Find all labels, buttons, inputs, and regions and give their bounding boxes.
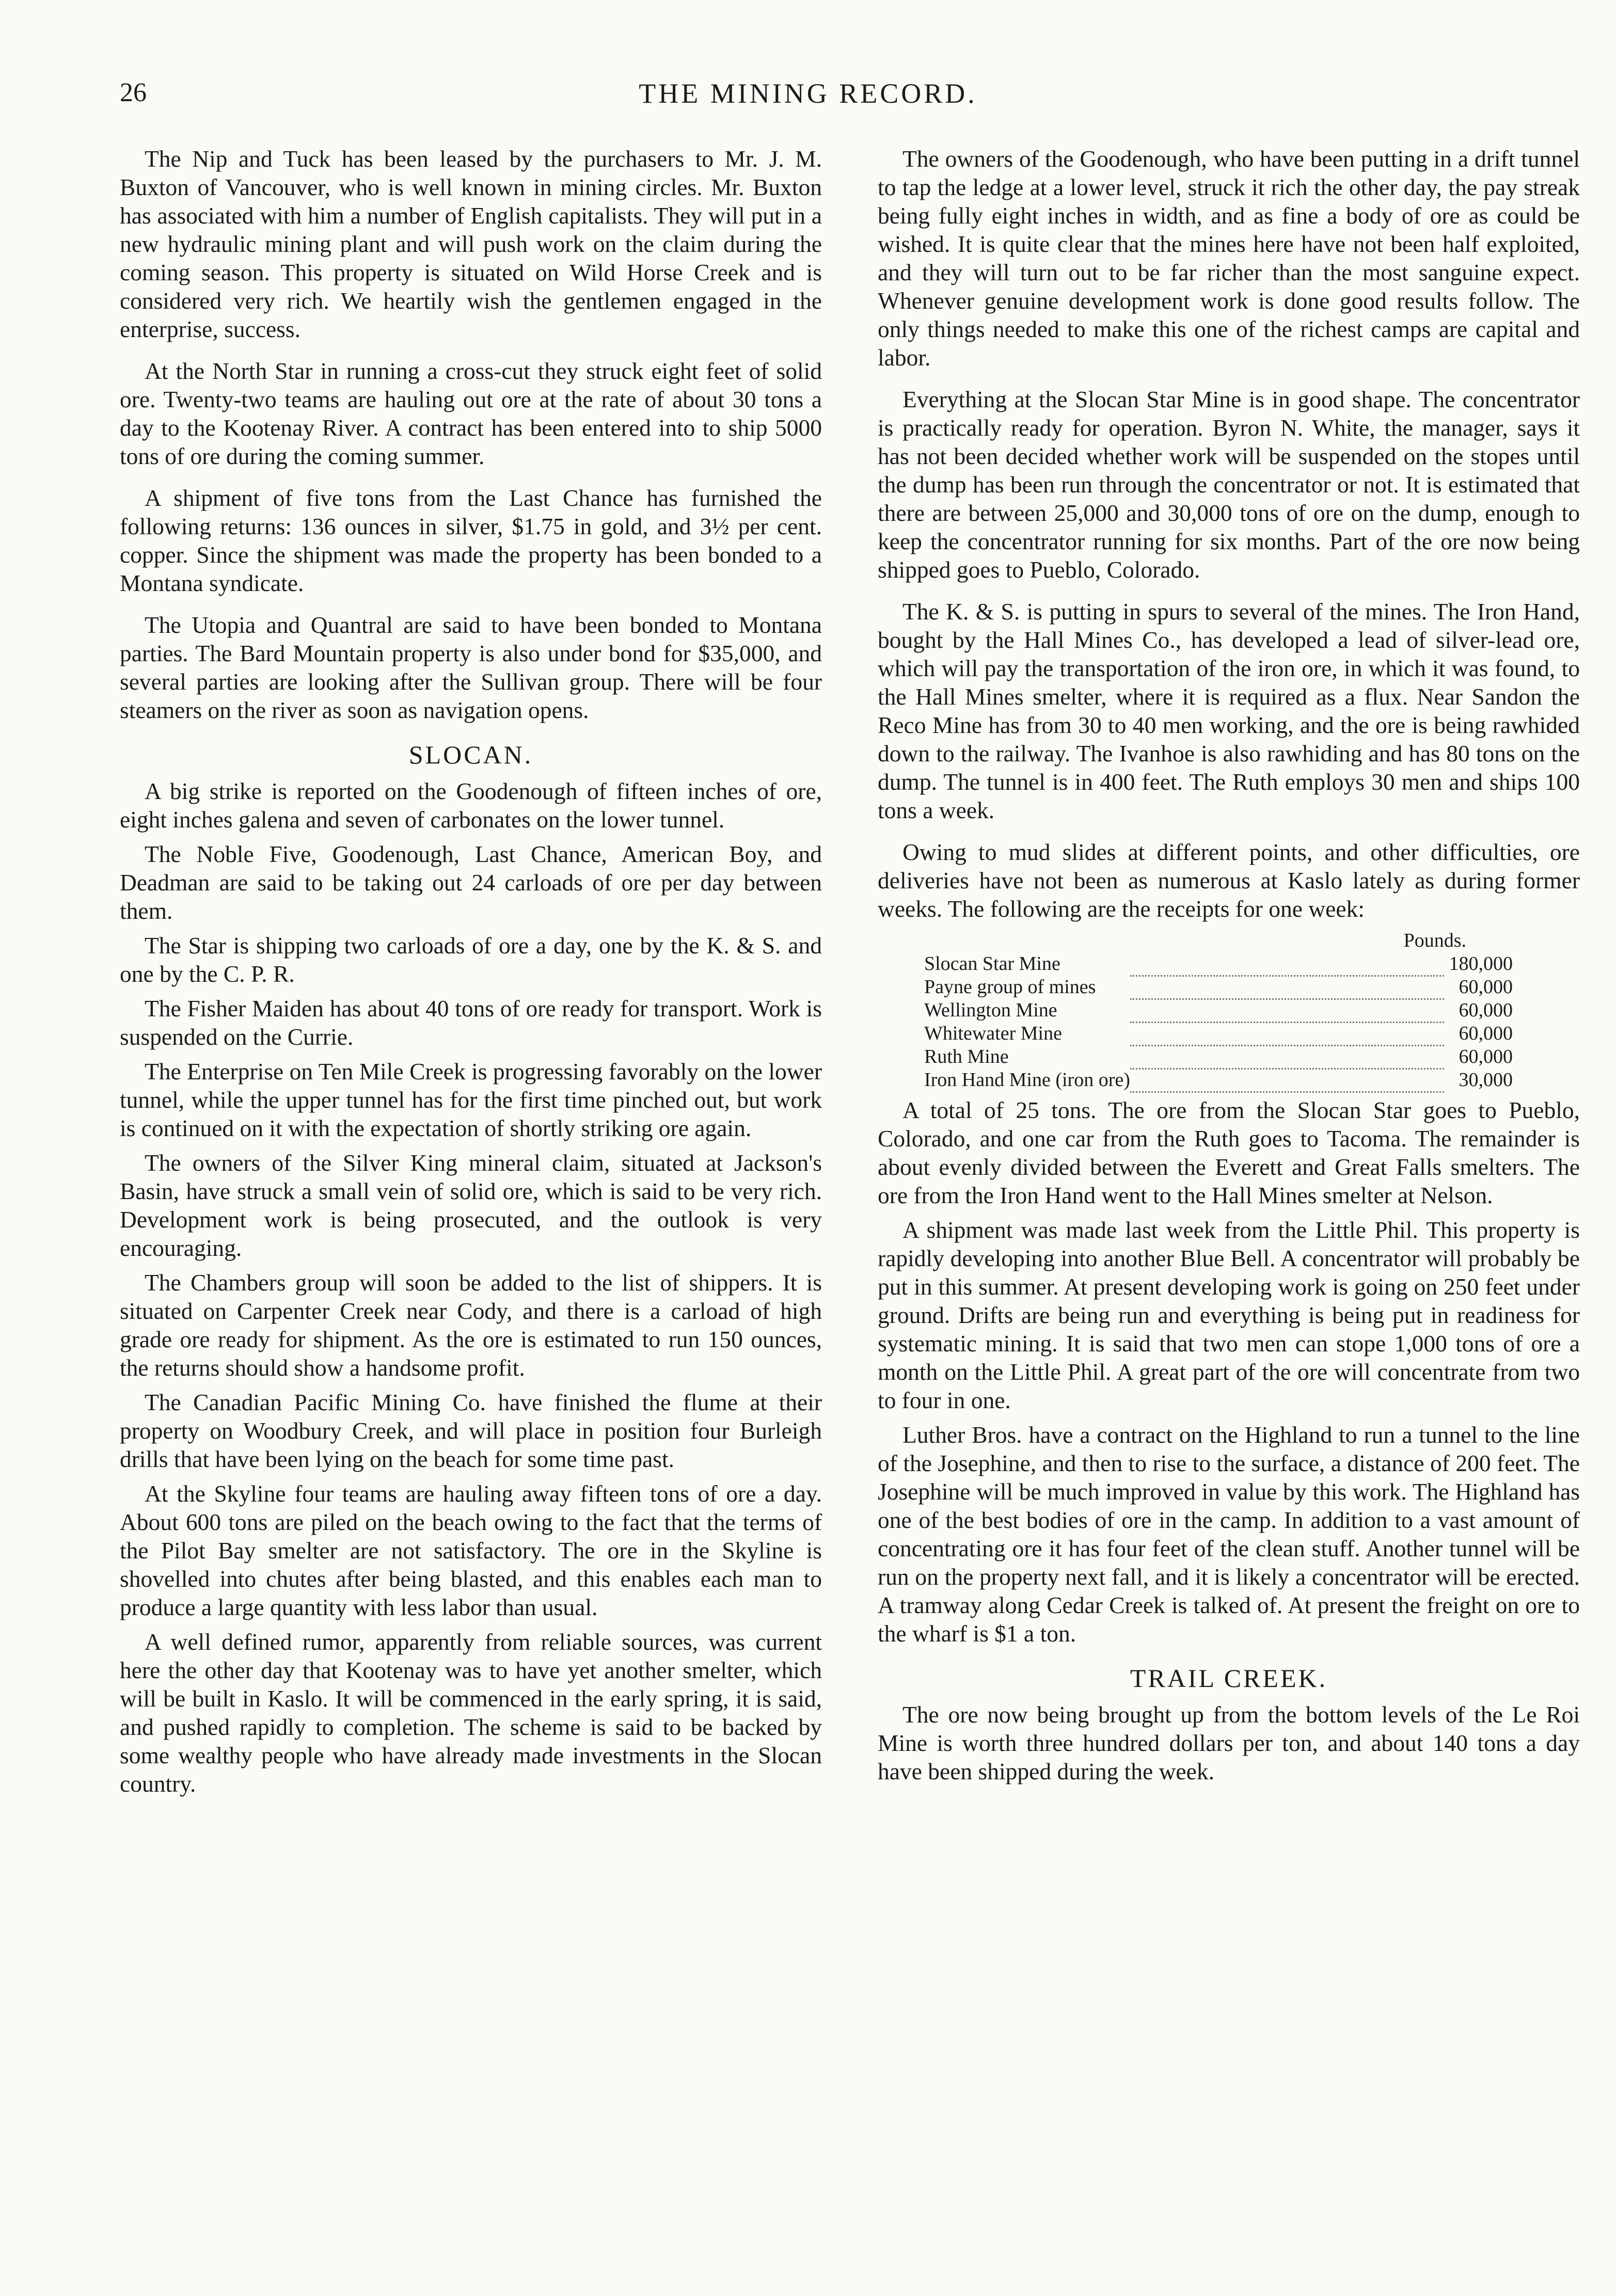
table-row: [924, 1069, 1513, 1092]
pounds-value: 60,000: [1459, 1046, 1513, 1067]
mine-name: Wellington Mine: [924, 999, 1057, 1021]
leader-dots: [1130, 1069, 1444, 1092]
page-number: 26: [120, 78, 147, 107]
left-column: [120, 145, 822, 1804]
article-paragraph: The Star is shipping two carloads of ore a day, one by the K. & S. and one by the C. P. R.: [120, 932, 822, 987]
pounds-value: 30,000: [1459, 1069, 1513, 1091]
article-paragraph: Owing to mud slides at different points, and other difficulties, ore deliveries have not been as numerous at Kaslo lately as during former weeks. The following are the receipts for one week:: [878, 839, 1580, 922]
mine-name: Whitewater Mine: [924, 1023, 1062, 1044]
article-paragraph: Luther Bros. have a contract on the Highland to run a tunnel to the line of the Josephine, and then to rise to the surface, a distance of 200 feet. The Josephine will be much improved in value by this work. The Highland has one of the best bodies of ore in the camp. In addition to a vast amount of concentrating ore it has four feet of the clean stuff. Another tunnel will be run on the property next fall, and it is likely a concentrator will be erected. A tramway along Cedar Creek is talked of. At present the freight on ore to the wharf is $1 a ton.: [878, 1421, 1580, 1647]
article-paragraph: The Enterprise on Ten Mile Creek is progressing favorably on the lower tunnel, while the upper tunnel has for the first time pinched out, but work is continued on it with the expectation of shortly striking ore again.: [120, 1058, 822, 1141]
article-paragraph: The Chambers group will soon be added to the list of shippers. It is situated on Carpenter Creek near Cody, and there is a carload of high grade ore ready for shipment. As the ore is estimated to run 150 ounces, the returns should show a handsome profit.: [120, 1269, 822, 1381]
table-header-row: [924, 929, 1513, 952]
pounds-value: 60,000: [1459, 1023, 1513, 1044]
right-column: [878, 145, 1580, 1792]
article-paragraph: A total of 25 tons. The ore from the Slocan Star goes to Pueblo, Colorado, and one car from the Ruth goes to Tacoma. The remainder is about evenly divided between the Everett and Great Falls smelters. The ore from the Iron Hand went to the Hall Mines smelter at Nelson.: [878, 1096, 1580, 1208]
article-paragraph: A big strike is reported on the Goodenough of fifteen inches of ore, eight inches galena and seven of carbonates on the lower tunnel.: [120, 778, 822, 833]
leader-dots: [1130, 1022, 1444, 1045]
article-paragraph: Everything at the Slocan Star Mine is in good shape. The concentrator is practically ready for operation. Byron N. White, the manager, says it has not been decided whether work will be suspended on the stopes until the dump has been run through the concentrator or not. It is estimated that there are between 25,000 and 30,000 tons of ore on the dump, enough to keep the concentrator running for six months. Part of the ore now being shipped goes to Pueblo, Colorado.: [878, 386, 1580, 583]
section-heading-trail-creek: TRAIL CREEK.: [1130, 1663, 1328, 1693]
article-paragraph: The ore now being brought up from the bottom levels of the Le Roi Mine is worth three hundred dollars per ton, and about 140 tons a day have been shipped during the week.: [878, 1701, 1580, 1784]
leader-dots: [1130, 999, 1444, 1022]
mine-name: Payne group of mines: [924, 976, 1096, 998]
article-paragraph: The owners of the Goodenough, who have been putting in a drift tunnel to tap the ledge at a lower level, struck it rich the other day, the pay streak being fully eight inches in width, and as fine a body of ore as could be wished. It is quite clear that the mines here have not been half exploited, and they will turn out to be far richer than the most sanguine expect. Whenever genuine development work is done good results follow. The only things needed to make this one of the richest camps are capital and labor.: [878, 146, 1580, 371]
table-row: [924, 1045, 1513, 1069]
ore-receipts-table: [924, 929, 1513, 1093]
mine-name: Ruth Mine: [924, 1046, 1009, 1067]
mine-name: Slocan Star Mine: [924, 953, 1060, 975]
pounds-value: 60,000: [1459, 976, 1513, 998]
table-row: [924, 999, 1513, 1022]
article-paragraph: The owners of the Silver King mineral claim, situated at Jackson's Basin, have struck a small vein of solid ore, which is said to be very rich. Development work is being prosecuted, and the outlook is very encouraging.: [120, 1150, 822, 1261]
leader-dots: [1130, 976, 1444, 999]
article-paragraph: The Utopia and Quantral are said to have been bonded to Montana parties. The Bard Mountain property is also under bond for $35,000, and several parties are looking after the Sullivan group. There will be four steamers on the river as soon as navigation opens.: [120, 612, 822, 723]
leader-dots: [1130, 952, 1444, 976]
table-row: [924, 976, 1513, 999]
pounds-value: 180,000: [1449, 953, 1513, 975]
pounds-value: 60,000: [1459, 999, 1513, 1021]
article-paragraph: At the North Star in running a cross-cut they struck eight feet of solid ore. Twenty-two teams are hauling out ore at the rate of about 30 tons a day to the Kootenay River. A contract has been entered into to ship 5000 tons of ore during the coming summer.: [120, 358, 822, 469]
table-row: [924, 1022, 1513, 1045]
article-paragraph: The Canadian Pacific Mining Co. have finished the flume at their property on Woodbury Creek, and will place in position four Burleigh drills that have been lying on the beach for some time past.: [120, 1389, 822, 1472]
article-paragraph: The Fisher Maiden has about 40 tons of ore ready for transport. Work is suspended on the Currie.: [120, 995, 822, 1050]
running-title: THE MINING RECORD.: [639, 78, 977, 109]
table-row: [924, 952, 1513, 976]
article-paragraph: At the Skyline four teams are hauling away fifteen tons of ore a day. About 600 tons are piled on the beach owing to the fact that the terms of the Pilot Bay smelter are not satisfactory. The ore in the Skyline is shovelled into chutes after being blasted, and this enables each man to produce a large quantity with less labor than usual.: [120, 1480, 822, 1620]
article-paragraph: The K. & S. is putting in spurs to several of the mines. The Iron Hand, bought by the Hall Mines Co., has developed a lead of silver-lead ore, which will pay the transportation of the iron ore, in which it was found, to the Hall Mines smelter, where it is required as a flux. Near Sandon the Reco Mine has from 30 to 40 men working, and the ore is being rawhided down to the railway. The Ivanhoe is also rawhiding and has 80 tons on the dump. The tunnel is in 400 feet. The Ruth employs 30 men and ships 100 tons a week.: [878, 598, 1580, 823]
article-paragraph: A well defined rumor, apparently from reliable sources, was current here the other day that Kootenay was to have yet another smelter, which will be built in Kaslo. It will be commenced in the early spring, it is said, and pushed rapidly to completion. The scheme is said to be backed by some wealthy people who have already made investments in the Slocan country.: [120, 1629, 822, 1797]
article-paragraph: A shipment of five tons from the Last Chance has furnished the following returns: 136 ounces in silver, $1.75 in gold, and 3½ per cent. copper. Since the shipment was made the property has been bonded to a Montana syndicate.: [120, 485, 822, 596]
article-paragraph: The Nip and Tuck has been leased by the purchasers to Mr. J. M. Buxton of Vancouver, who is well known in mining circles. Mr. Buxton has associated with him a number of English capitalists. They will put in a new hydraulic mining plant and will push work on the claim during the coming season. This property is situated on Wild Horse Creek and is considered very rich. We heartily wish the gentlemen engaged in the enterprise, success.: [120, 146, 822, 342]
mine-name: Iron Hand Mine (iron ore): [924, 1069, 1130, 1091]
page-header: [120, 77, 1496, 124]
article-paragraph: A shipment was made last week from the Little Phil. This property is rapidly developing into another Blue Bell. A concentrator will probably be put in this summer. At present developing work is going on 250 feet under ground. Drifts are being run and everything is being put in readiness for systematic mining. It is said that two men can stope 1,000 tons of ore a month on the Little Phil. A great part of the ore will concentrate from two to four in one.: [878, 1216, 1580, 1413]
pounds-column-label: Pounds.: [1403, 930, 1466, 951]
leader-dots: [1130, 1045, 1444, 1069]
article-paragraph: The Noble Five, Goodenough, Last Chance, American Boy, and Deadman are said to be taking out 24 carloads of ore per day between them.: [120, 841, 822, 924]
section-heading-slocan: SLOCAN.: [408, 740, 533, 769]
